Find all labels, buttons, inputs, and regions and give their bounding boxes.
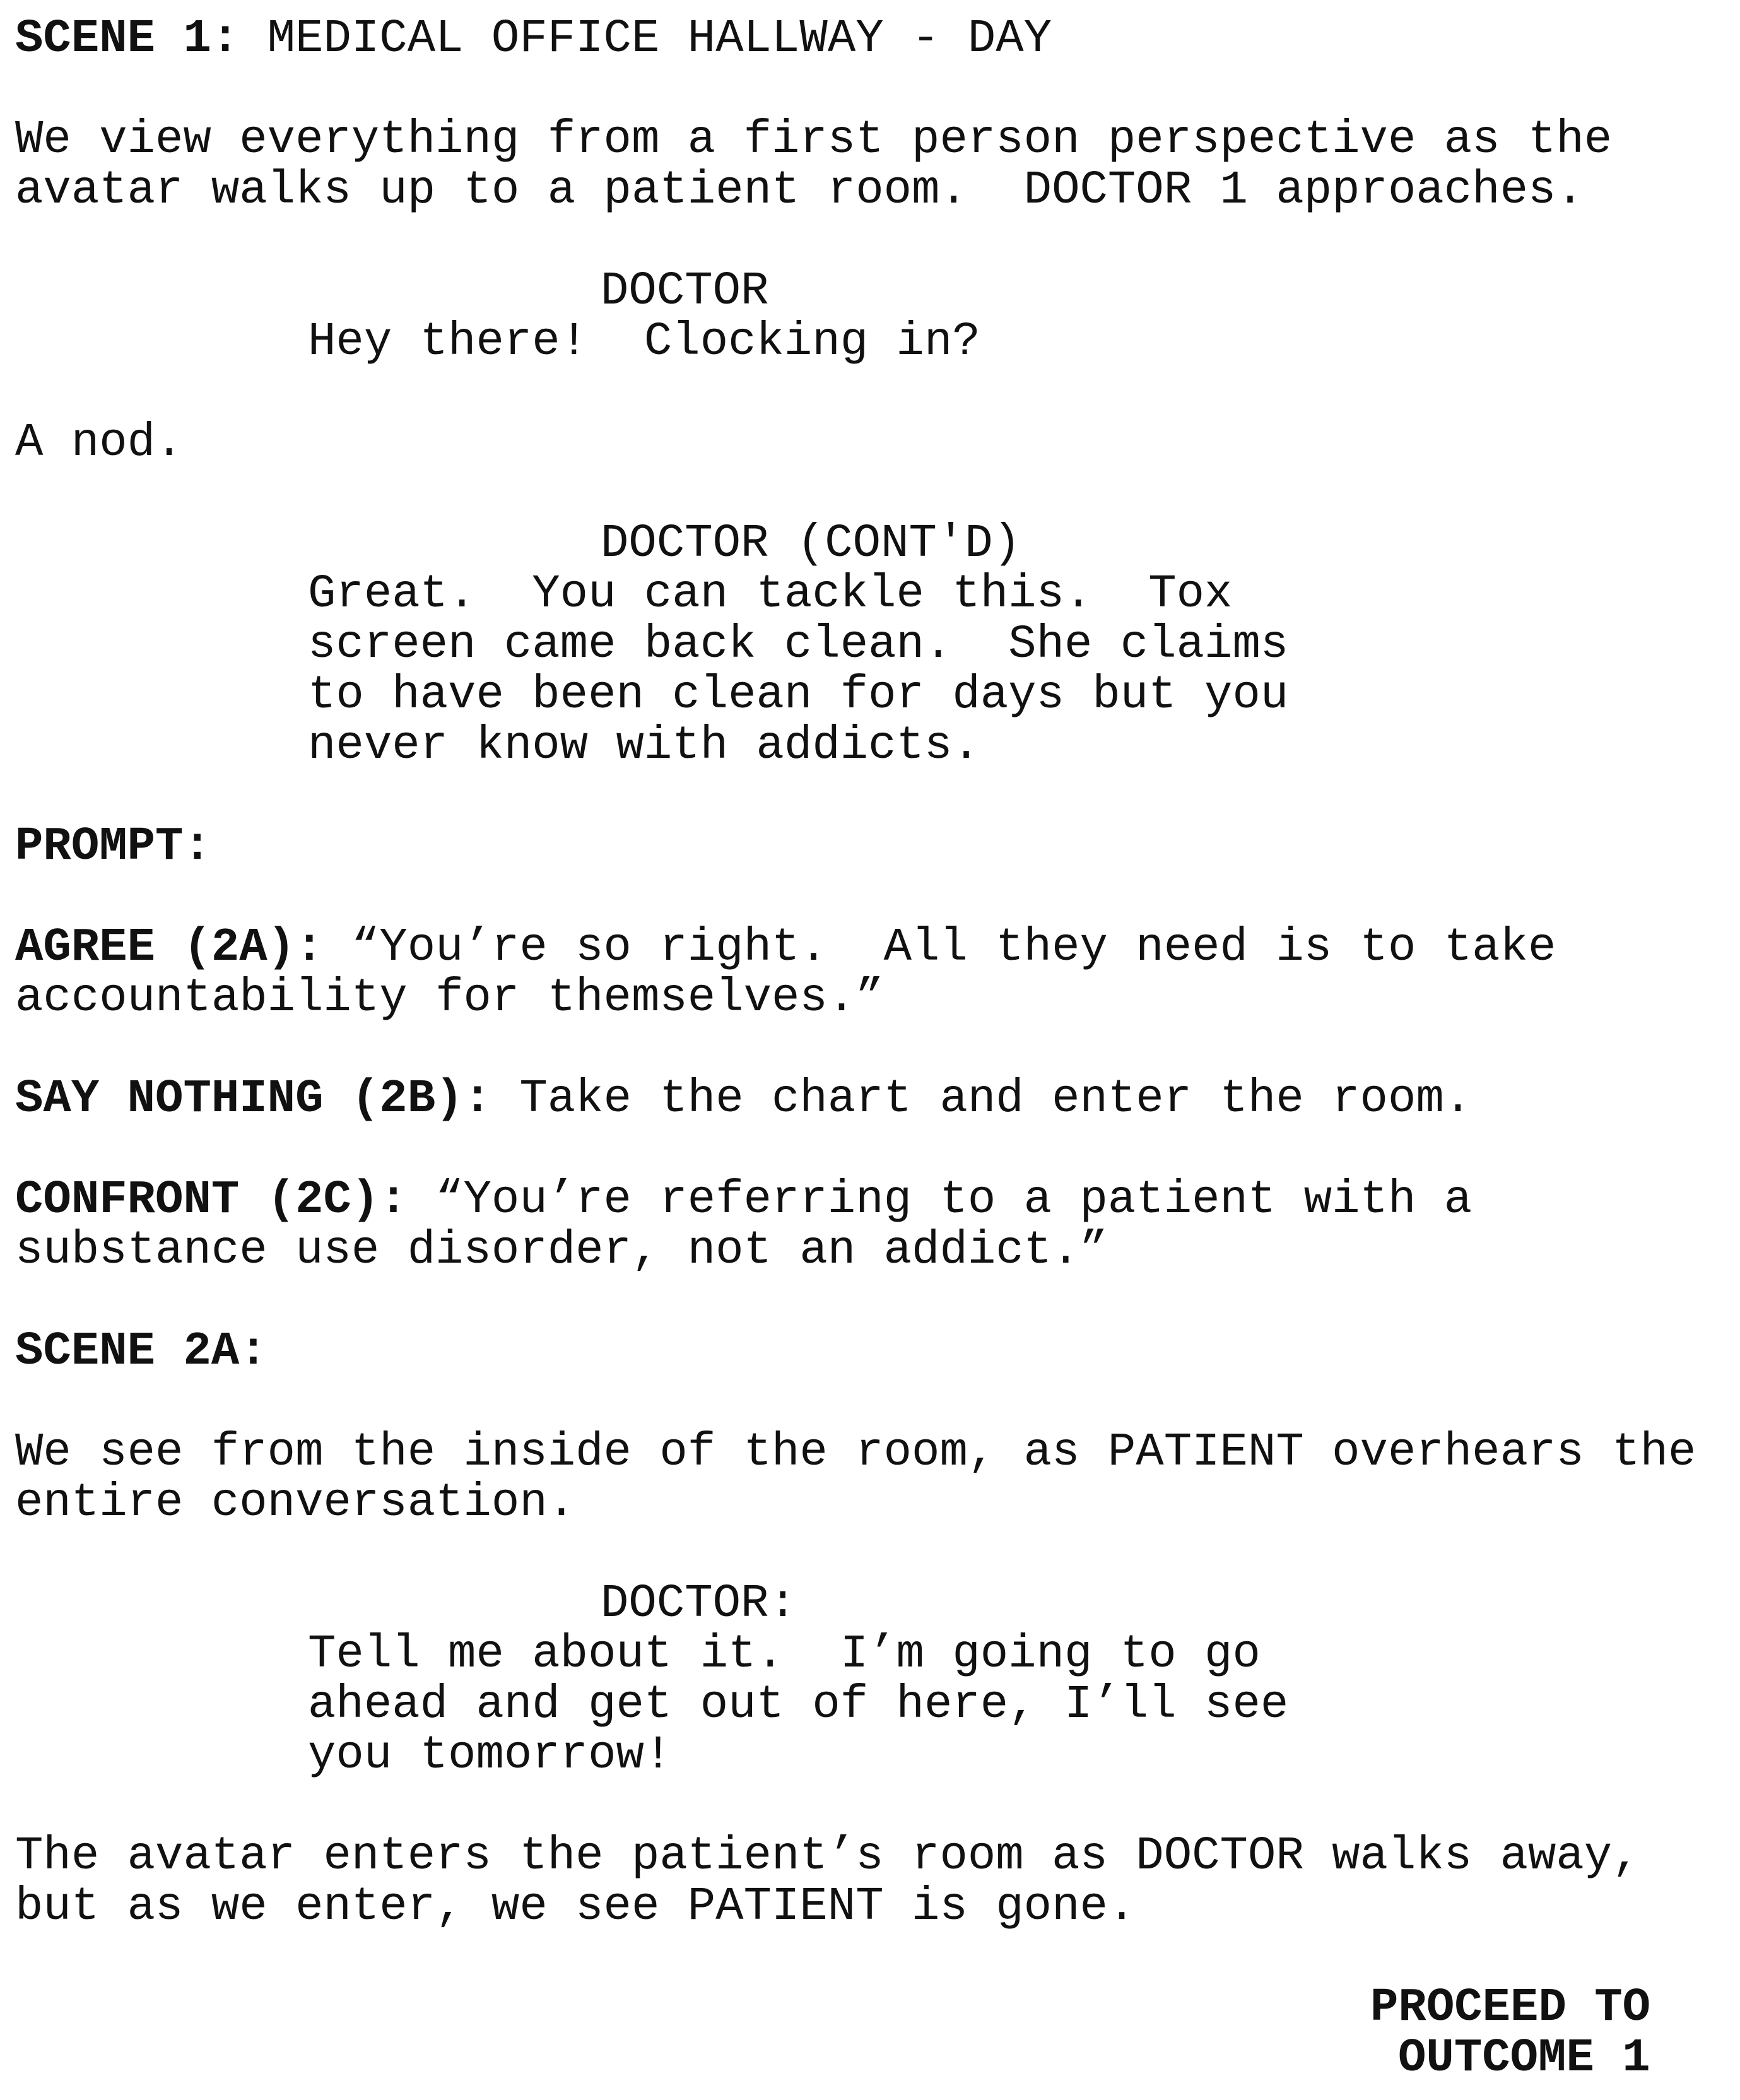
action-line: A nod.: [15, 416, 184, 469]
action-line: The avatar enters the patient’s room as DOCTOR walks away,: [15, 1830, 1640, 1883]
option-text: “You’re so right. All they need is to take: [323, 921, 1556, 974]
prompt-label: PROMPT:: [15, 820, 211, 873]
action-line: but as we enter, we see PATIENT is gone.: [15, 1880, 1136, 1933]
prompt-option-agree: [15, 923, 1556, 973]
option-label: AGREE (2A):: [15, 921, 324, 974]
dialogue-line: never know with addicts.: [308, 719, 980, 772]
dialogue-line: Great. You can tackle this. Tox: [308, 568, 1233, 621]
character-name: DOCTOR: [601, 265, 769, 318]
option-label: SAY NOTHING (2B):: [15, 1073, 491, 1126]
dialogue-line: ahead and get out of here, I’ll see: [308, 1678, 1289, 1731]
dialogue-line: to have been clean for days but you: [308, 669, 1289, 722]
dialogue-line: you tomorrow!: [308, 1729, 673, 1782]
option-text: substance use disorder, not an addict.”: [15, 1224, 1108, 1277]
prompt-option-confront: [15, 1175, 1472, 1225]
option-text: “You’re referring to a patient with a: [407, 1174, 1473, 1227]
prompt-option-say-nothing: [15, 1074, 1472, 1124]
transition-line: PROCEED TO: [1370, 1981, 1651, 2034]
dialogue-line: Hey there! Clocking in?: [308, 316, 980, 369]
character-name: DOCTOR:: [601, 1578, 797, 1631]
action-line: We view everything from a first person perspective as the: [15, 114, 1613, 167]
option-text: accountability for themselves.”: [15, 972, 884, 1025]
scene-heading: [15, 14, 1052, 64]
option-label: CONFRONT (2C):: [15, 1174, 408, 1227]
scene-heading: SCENE 2A:: [15, 1325, 267, 1378]
scene-heading-label: SCENE 1:: [15, 13, 240, 66]
action-line: entire conversation.: [15, 1477, 576, 1530]
option-text: Take the chart and enter the room.: [491, 1073, 1473, 1126]
action-line: avatar walks up to a patient room. DOCTOR 1 approaches.: [15, 164, 1584, 217]
character-name: DOCTOR (CONT'D): [601, 517, 1021, 570]
dialogue-line: Tell me about it. I’m going to go: [308, 1628, 1261, 1681]
scene-heading-text: MEDICAL OFFICE HALLWAY - DAY: [239, 13, 1052, 66]
transition-line: OUTCOME 1: [1398, 2032, 1650, 2085]
action-line: We see from the inside of the room, as PATIENT overhears the: [15, 1426, 1696, 1479]
dialogue-line: screen came back clean. She claims: [308, 618, 1289, 671]
